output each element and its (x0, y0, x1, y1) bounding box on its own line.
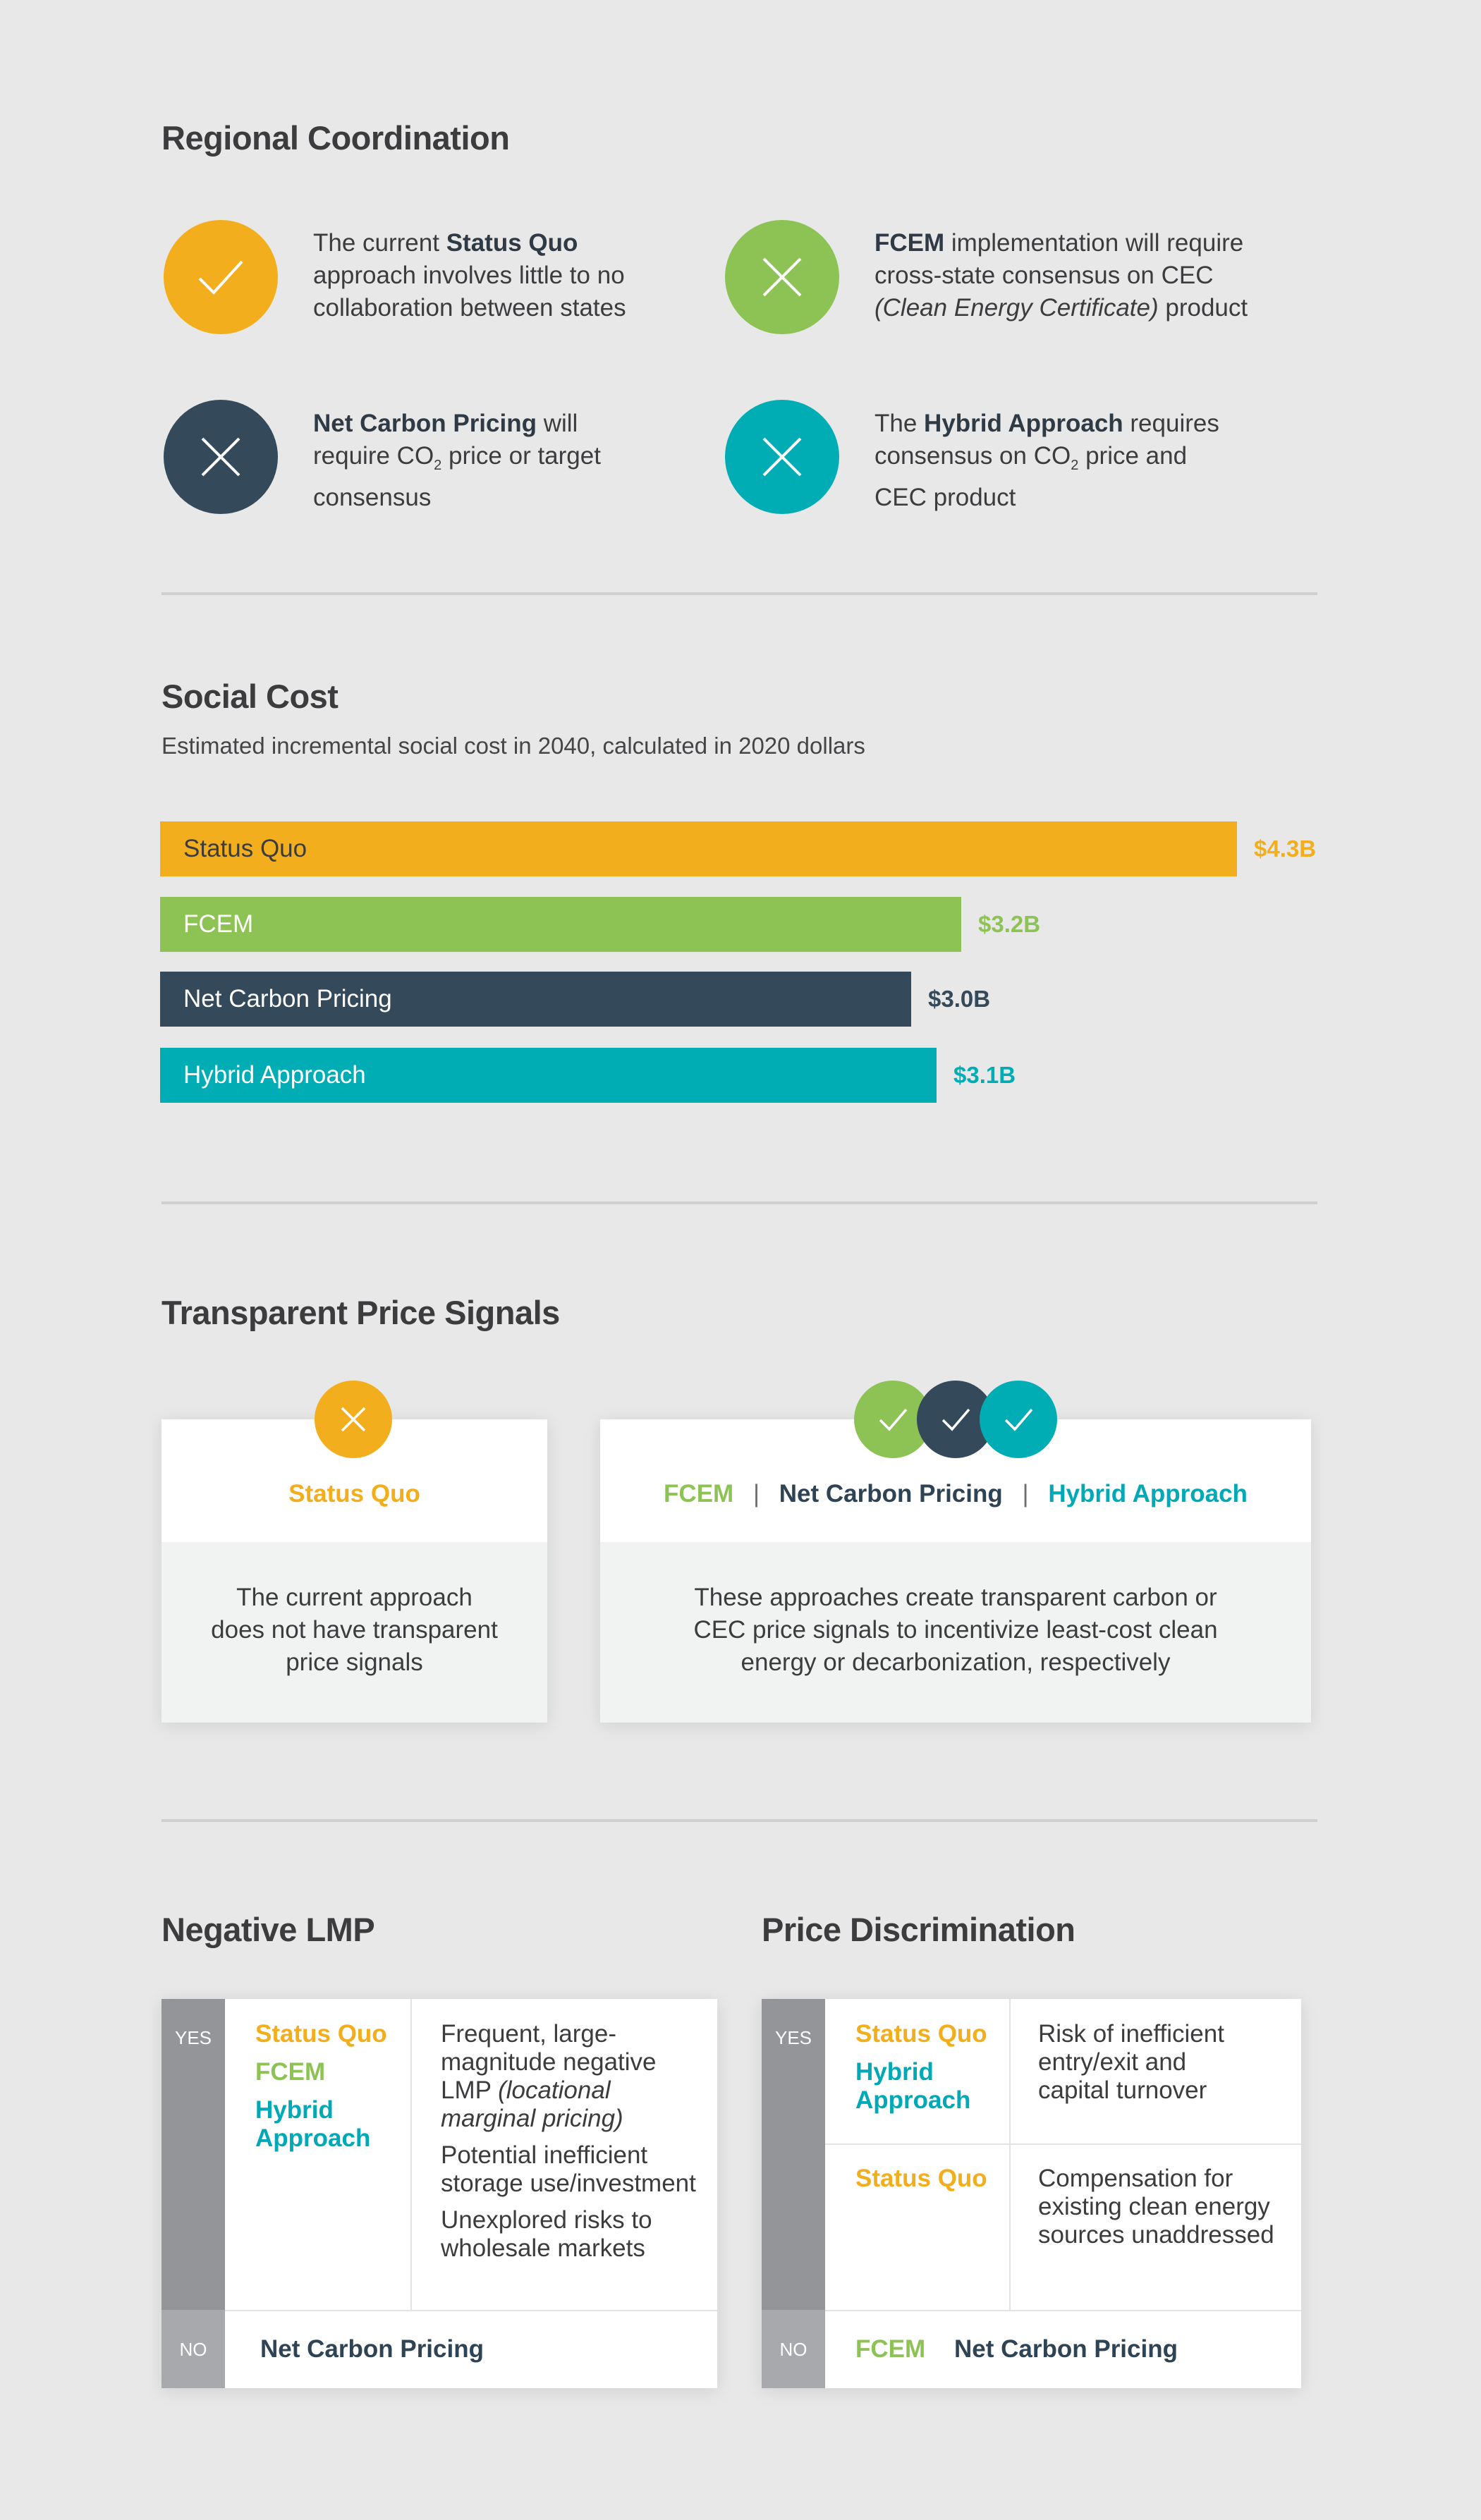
regional-net-carbon-text: Net Carbon Pricing will require $CO_2$ price or target consensus (313, 410, 601, 511)
hybrid-x-icon (725, 400, 839, 514)
bar-net-carbon-pricing (160, 972, 911, 1027)
bar-hybrid-approach (160, 1048, 937, 1103)
net-carbon-x-icon (164, 400, 278, 514)
no-option-net-carbon: Net Carbon Pricing (260, 2335, 484, 2363)
status-quo-card-title: Status Quo (288, 1480, 420, 1507)
yes-label: YES (774, 2027, 812, 2048)
regional-heading: Regional Coordination (161, 119, 510, 157)
alternatives-card-body: These approaches create transparent carbon or CEC price signals to incentivize least-cost clean energy or decarbonization, respectively (693, 1584, 1218, 1676)
price-disc-heading: Price Discrimination (762, 1911, 1075, 1948)
bar-status-quo (160, 821, 1237, 876)
row-divider (825, 2310, 1301, 2311)
alternatives-card-title: FCEM | Net Carbon Pricing | Hybrid Approach (664, 1480, 1248, 1507)
bar-value-label: $3.0B (928, 986, 991, 1012)
alternatives-card (600, 1419, 1311, 1723)
row2-description: Compensation for existing clean energy sources unaddressed (1038, 2165, 1274, 2249)
no-option-fcem: FCEM (855, 2335, 926, 2363)
regional-fcem-text: FCEM implementation will require cross-state consensus on CEC (Clean Energy Certificate) product (874, 229, 1248, 322)
status-quo-check-icon (164, 220, 278, 334)
section-divider (161, 592, 1317, 595)
row-divider (825, 2143, 1301, 2145)
status-quo-card-body: The current approach does not have transparent price signals (211, 1584, 498, 1676)
transparent-heading: Transparent Price Signals (161, 1294, 560, 1331)
bar-category-label: Net Carbon Pricing (183, 985, 392, 1013)
hybrid-check-icon (980, 1381, 1057, 1458)
social-cost-subtitle: Estimated incremental social cost in 2040, calculated in 2020 dollars (161, 733, 865, 759)
negative-lmp-descriptions: Frequent, large- magnitude negative LMP (locational marginal pricing) Potential inefficient storage use/investment Unexplored risks to wholesale markets (441, 2020, 696, 2262)
bar-category-label: Status Quo (183, 835, 307, 862)
yes-options: Status Quo FCEM Hybrid Approach (255, 2020, 387, 2152)
regional-hybrid-text: The Hybrid Approach requires consensus on $CO_2$ price and CEC product (874, 410, 1219, 511)
status-quo-card (161, 1419, 547, 1723)
no-option-net-carbon: Net Carbon Pricing (954, 2335, 1178, 2363)
section-divider (161, 1201, 1317, 1204)
negative-lmp-heading: Negative LMP (161, 1911, 375, 1948)
bar-value-label: $3.2B (978, 911, 1041, 937)
row1-description: Risk of inefficient entry/exit and capital turnover (1038, 2020, 1224, 2104)
bar-category-label: FCEM (183, 910, 254, 938)
social-cost-heading: Social Cost (161, 678, 339, 715)
status-quo-x-icon (315, 1381, 392, 1458)
row1-options: Status Quo Hybrid Approach (855, 2020, 987, 2114)
regional-status-quo-text: The current Status Quo approach involves little to no collaboration between states (313, 229, 626, 322)
no-label: NO (179, 2339, 207, 2360)
column-divider (410, 1999, 412, 2310)
no-label: NO (779, 2339, 807, 2360)
column-divider (1009, 1999, 1011, 2310)
price-disc-table (762, 1999, 1301, 2388)
bar-category-label: Hybrid Approach (183, 1061, 366, 1089)
row-divider (225, 2310, 717, 2311)
bar-value-label: $4.3B (1254, 836, 1317, 862)
bar-value-label: $3.1B (953, 1062, 1016, 1088)
section-divider (161, 1819, 1317, 1822)
fcem-x-icon (725, 220, 839, 334)
row2-options: Status Quo (855, 2165, 987, 2192)
yes-label: YES (174, 2027, 212, 2048)
bar-fcem (160, 897, 961, 952)
negative-lmp-table (161, 1999, 717, 2388)
